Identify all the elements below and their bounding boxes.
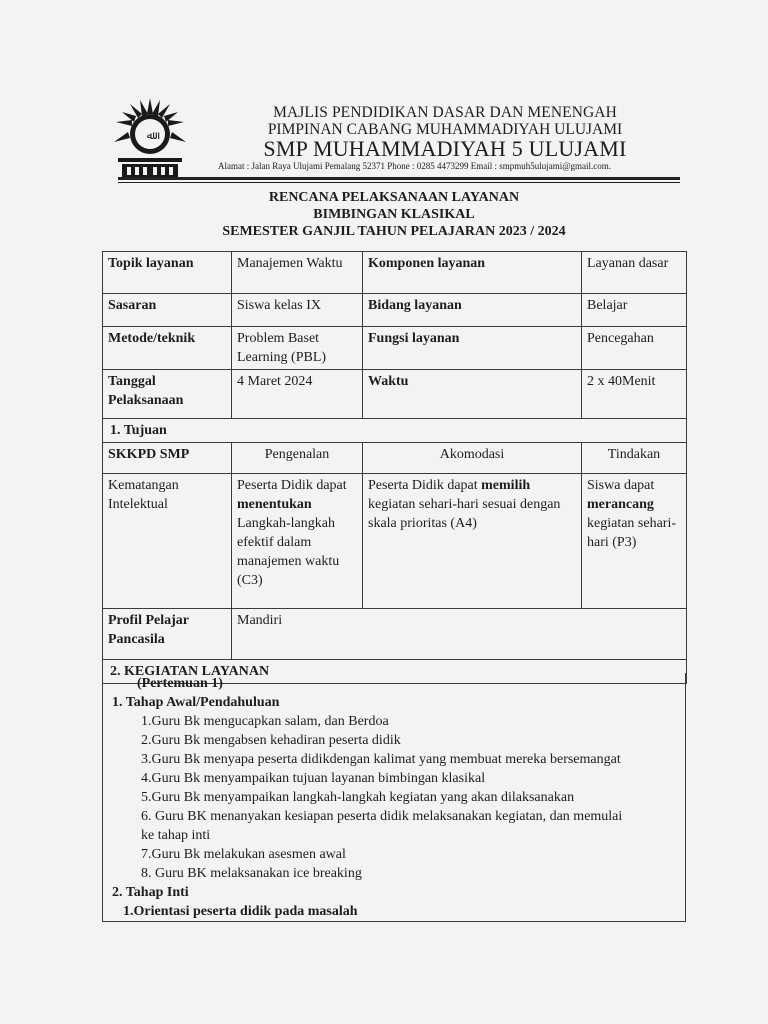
doc-title-line2: BIMBINGAN KLASIKAL [313,207,475,222]
label-profil: Profil Pelajar Pancasila [103,609,232,660]
akomodasi-text-pre: Peserta Didik dapat [368,478,478,493]
label-komponen: Komponen layanan [363,252,582,294]
label-bidang: Bidang layanan [363,294,582,327]
doc-title-line1: RENCANA PELAKSANAAN LAYANAN [268,190,520,205]
kegiatan-section [102,673,686,922]
section-heading-kegiatan: 2. KEGIATAN LAYANAN [103,660,687,684]
table-row [103,370,687,419]
letterhead-organization: MAJLIS PENDIDIKAN DASAR DAN MENENGAH [273,104,617,121]
pengenalan-keyword: menentukan [237,497,312,512]
table-row [103,327,687,370]
value-pengenalan [232,474,363,609]
letterhead-branch: PIMPINAN CABANG MUHAMMADIYAH ULUJAMI [267,121,623,138]
list-item: 4.Guru Bk menyampaikan tujuan layanan bimbingan klasikal [141,771,486,786]
muhammadiyah-logo [112,96,188,180]
service-plan-table [102,251,687,684]
akomodasi-keyword: memilih [481,478,531,493]
col-header-tindakan: Tindakan [582,443,687,474]
value-komponen: Layanan dasar [582,252,687,294]
tahap-inti-heading: 2. Tahap Inti [112,885,189,900]
tindakan-text-post: kegiatan sehari-hari (P3) [587,516,677,550]
table-row [103,474,687,609]
table-row [103,609,687,660]
letterhead-school-name: SMP MUHAMMADIYAH 5 ULUJAMI [263,136,627,161]
orientasi-item: 1.Orientasi peserta didik pada masalah [123,904,358,919]
table-row [103,294,687,327]
label-tanggal: Tanggal Pelaksanaan [103,370,232,419]
list-item: 1.Guru Bk mengucapkan salam, dan Berdoa [141,714,389,729]
label-fungsi: Fungsi layanan [363,327,582,370]
list-item: ke tahap inti [141,828,211,843]
value-tanggal: 4 Maret 2024 [232,370,363,419]
label-sasaran: Sasaran [103,294,232,327]
akomodasi-text-post: kegiatan sehari-hari sesuai dengan skala prioritas (A4) [368,497,561,531]
letterhead-rule-thin [118,182,680,183]
table-row [103,419,687,443]
list-item: 8. Guru BK melaksanakan ice breaking [141,866,362,881]
tindakan-text-pre: Siswa dapat [587,478,655,493]
tahap-awal-heading: 1. Tahap Awal/Pendahuluan [112,695,280,710]
pertemuan-label: (Pertemuan 1) [137,676,223,691]
list-item: 5.Guru Bk menyampaikan langkah-langkah kegiatan yang akan dilaksanakan [141,790,575,805]
value-metode: Problem Baset Learning (PBL) [232,327,363,370]
svg-text:ﷲ: ﷲ [146,129,154,142]
value-bidang: Belajar [582,294,687,327]
value-waktu: 2 x 40Menit [582,370,687,419]
col-header-pengenalan: Pengenalan [232,443,363,474]
value-profil: Mandiri [232,609,687,660]
list-item: 3.Guru Bk menyapa peserta didikdengan kalimat yang membuat mereka bersemangat [141,752,621,767]
tindakan-keyword: merancang [587,497,654,512]
doc-title-line3: SEMESTER GANJIL TAHUN PELAJARAN 2023 / 2024 [222,224,566,239]
letterhead-rule-thick [118,177,680,180]
value-fungsi: Pencegahan [582,327,687,370]
pengenalan-text-pre: Peserta Didik dapat [237,478,347,493]
value-sasaran: Siswa kelas IX [232,294,363,327]
value-akomodasi [363,474,582,609]
value-topik: Manajemen Waktu [232,252,363,294]
list-item: 7.Guru Bk melakukan asesmen awal [141,847,346,862]
table-row [103,443,687,474]
list-item: 2.Guru Bk mengabsen kehadiran peserta didik [141,733,401,748]
col-header-skkpd: SKKPD SMP [103,443,232,474]
list-item: 6. Guru BK menanyakan kesiapan peserta didik melaksanakan kegiatan, dan memulai [141,809,623,824]
pengenalan-text-post: Langkah-langkah efektif dalam manajemen waktu (C3) [237,516,340,588]
value-tindakan [582,474,687,609]
label-topik: Topik layanan [103,252,232,294]
col-header-akomodasi: Akomodasi [363,443,582,474]
table-row [103,252,687,294]
label-metode: Metode/teknik [103,327,232,370]
section-heading-tujuan: 1. Tujuan [103,419,687,443]
value-skkpd: Kematangan Intelektual [103,474,232,609]
letterhead-address: Alamat : Jalan Raya Ulujami Pemalang 52371 Phone : 0285 4473299 Email : smpmuh5ulujami@gmail.com. [218,161,611,171]
label-waktu: Waktu [363,370,582,419]
